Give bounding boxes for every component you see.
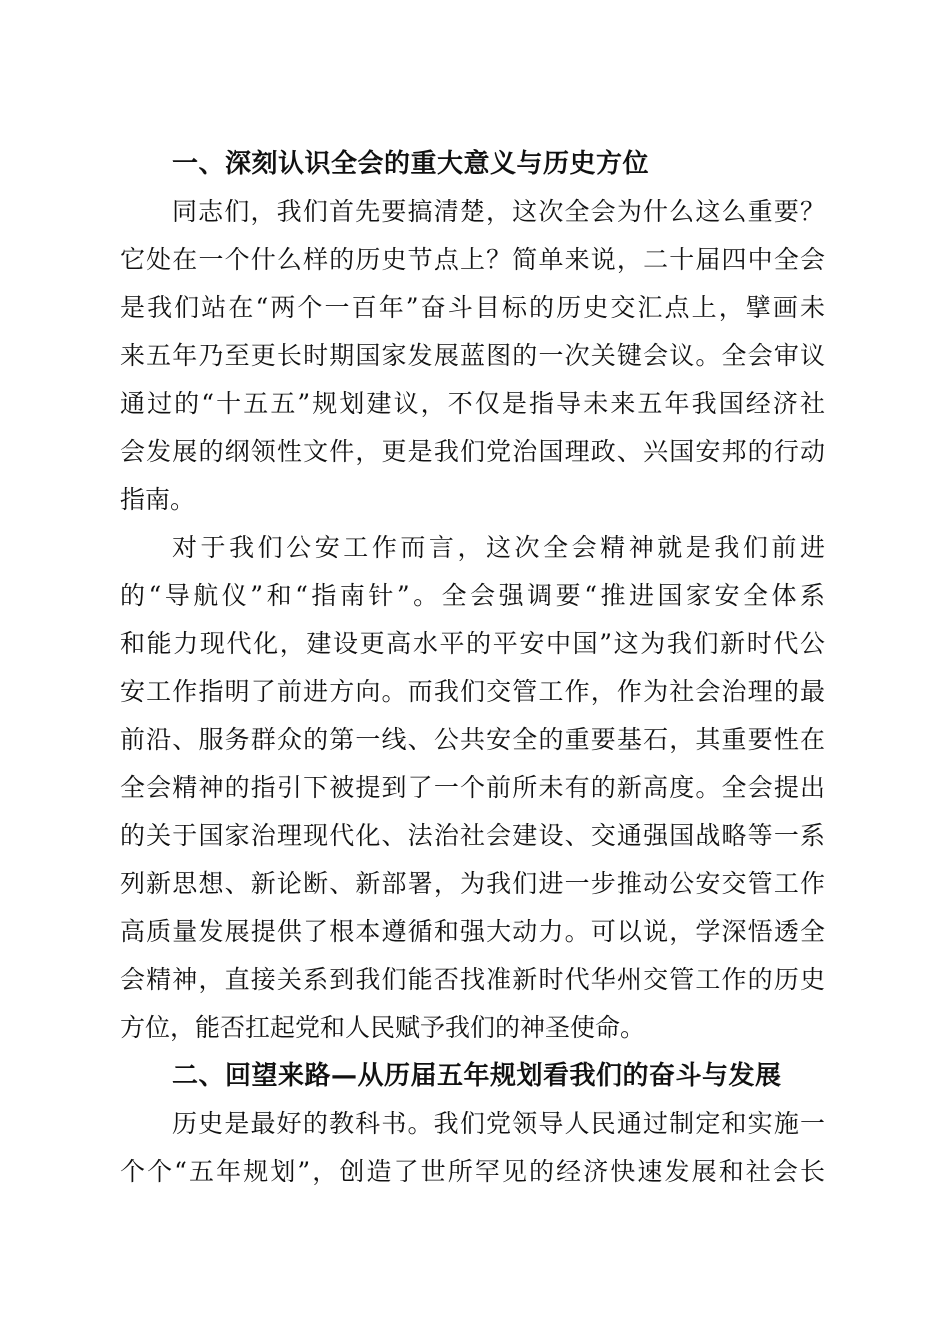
text-line: 方位，能否扛起党和人民赋予我们的神圣使命。	[120, 1013, 646, 1042]
section-1-heading: 一、深刻认识全会的重大意义与历史方位	[172, 149, 650, 179]
section-1-paragraph-1	[120, 188, 825, 524]
text-line: 高质量发展提供了根本遵循和强大动力。可以说，学深悟透全	[120, 917, 825, 946]
text-line: 安工作指明了前进方向。而我们交管工作，作为社会治理的最	[120, 677, 825, 706]
text-line: 同志们，我们首先要搞清楚，这次全会为什么这么重要？	[172, 197, 825, 226]
text-line: 和能力现代化，建设更高水平的平安中国”这为我们新时代公	[120, 629, 825, 658]
text-line: 会发展的纲领性文件，更是我们党治国理政、兴国安邦的行动	[120, 437, 825, 466]
text-line: 是我们站在“两个一百年”奋斗目标的历史交汇点上，擘画未	[120, 293, 825, 322]
section-2-heading: 二、回望来路—从历届五年规划看我们的奋斗与发展	[172, 1061, 782, 1091]
section-1-paragraph-2	[120, 524, 825, 1052]
text-line: 来五年乃至更长时期国家发展蓝图的一次关键会议。全会审议	[120, 341, 825, 370]
text-line: 历史是最好的教科书。我们党领导人民通过制定和实施一	[172, 1109, 825, 1138]
section-2-paragraph-1	[120, 1100, 825, 1196]
text-line: 指南。	[120, 485, 196, 514]
text-line: 前沿、服务群众的第一线、公共安全的重要基石，其重要性在	[120, 725, 825, 754]
text-line: 它处在一个什么样的历史节点上？简单来说，二十届四中全会	[120, 245, 825, 274]
text-line: 列新思想、新论断、新部署，为我们进一步推动公安交管工作	[120, 869, 825, 898]
text-line: 会精神，直接关系到我们能否找准新时代华州交管工作的历史	[120, 965, 825, 994]
text-line: 全会精神的指引下被提到了一个前所未有的新高度。全会提出	[120, 773, 825, 802]
text-line: 对于我们公安工作而言，这次全会精神就是我们前进	[172, 533, 825, 562]
text-line: 个个“五年规划”，创造了世所罕见的经济快速发展和社会长	[120, 1157, 825, 1186]
text-line: 的“导航仪”和“指南针”。全会强调要“推进国家安全体系	[120, 581, 825, 610]
text-line: 通过的“十五五”规划建议，不仅是指导未来五年我国经济社	[120, 389, 825, 418]
text-line: 的关于国家治理现代化、法治社会建设、交通强国战略等一系	[120, 821, 825, 850]
document-body	[120, 140, 825, 1196]
